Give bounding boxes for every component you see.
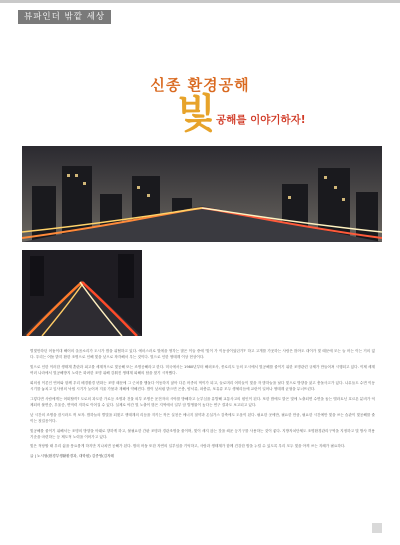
paragraph: 낮 시간의 조명을 잠시라도 꺼 보자. 밤하늘의 별빛을 되찾고 생태계의 리듬을 지키는 작은 실천은 에너지 절약과 온실가스 감축에도 도움이 된다. 필요한 곳에만, 필요한 만큼, 필요한 시간에만 빛을 쓰는 습관이 빛공해를 줄이는 첫걸음이다. bbox=[30, 412, 375, 423]
paragraph: 빛으로 인한 이러한 생태계 혼란과 피고를 세계적으로 빛공해 또는 조명공해라고 한다. 미국에서는 1980년부터 해외조사, 종로리도 등의 도시에서 빛공해를 줄이기 위한 조명관련 규제가 만들어져 시행되고 있다. 이제 세계 여러 나라에서 빛공해방지 노력은 화려한 조명 위해 감춰진 생태계 피해의 답을 찾기 시작했다. bbox=[30, 364, 375, 376]
paragraph: 회의성 이론인 연어와 함께 우리 배경환경 변화는 조명 때문에 그 근처를 맴돌다 이동하지 않아 다른 어종의 먹이가 되고, 들로머리 어미들이 빛을 자 밤하늘을 날다 빛으로 방향을 잃고 충돌사고가 있다. 나무들도 수면 이동 시기를 놓치고 잎사귀의 낙엽 시기가 늦어져 겨울 가뭄과 재해에 약해진다. 밤이 낮처럼 밝으면 곤충, 양서류, 파충류, 포유류 모두 생체리듬에 교란이 일어나 생태계 균형을 무너뜨린다. bbox=[30, 380, 375, 392]
top-rule bbox=[0, 0, 400, 3]
title-big-character: 빛 bbox=[177, 91, 216, 137]
paragraph: 빛은 적당할 때 우리 삶을 풍요롭게 하지만 지나치면 공해가 된다. 밤의 어둠 또한 자연의 일부임을 기억하고, 사람과 생태계가 함께 건강한 밤을 누릴 수 있도록 우리 모두 빛을 아껴 쓰는 지혜가 필요하다. bbox=[30, 444, 346, 449]
paragraph: 빛공해를 줄이기 위해서는 조명의 방향을 아래로 향하게 하고, 불필요한 간판 조명과 경관조명을 줄이며, 빛이 새지 않는 갓을 씌운 등기구를 사용하는 것이 좋다. 지방자치단체도 조명환경관리구역을 지정하고 빛 방사 허용기준을 마련하는 등 제도적 노력을 이어가고 있다. bbox=[30, 428, 375, 439]
night-city-illustration bbox=[22, 146, 382, 242]
section-tag: 뷰파인더 밖깥 세상 bbox=[18, 10, 111, 24]
light-trails-photo bbox=[22, 250, 142, 336]
article-body bbox=[30, 348, 375, 463]
light-trails-illustration bbox=[22, 250, 142, 336]
page-corner-mark bbox=[372, 523, 382, 533]
night-city-photo bbox=[22, 146, 382, 242]
article-title: 신종 환경공해 bbox=[150, 76, 250, 94]
article-subtitle: 공해를 이야기하자! bbox=[216, 114, 306, 126]
author-credit: 글 | 노시형(환경부생활환경과, 대학원) 김종영(김자레 bbox=[30, 454, 115, 459]
paragraph: 별빛만하던 어둠이대 해어의 올음소리가 도시가 밤을 위협하고 있다. 에마스러로 빛에을 생각는 많은 이들 중에 '빛이 가 이동상이었던가?' 하고 고개를 가웃하는 사람은 많아도 대이가 빛 때문에 모는 늘 어는 이는 거의 없다. 우리는 어둠 밝히 환한 조명으로 인해 빛을 낮으로 착각해서 우는 것이다. 빛으로 인한 생태계 이상 현상이다. bbox=[30, 349, 375, 360]
paragraph: 그렇다면 사람에게는 어떠할까? 도로의 과도한 가로등 조명과 건물 외부 조명은 운전자의 시야를 방해하고 눈부심을 유발해 교통사고의 원인이 된다. 또한 밤에도 밝은 빛에 노출되면 수면을 돕는 멜라토닌 호르몬 분비가 억제되어 불면증, 우울증, 면역력 저하로 이어질 수 있다. 실제로 야간 빛 노출이 많은 지역에서 일부 암 발생률이 높다는 연구 결과도 보고되고 있다. bbox=[30, 396, 375, 407]
